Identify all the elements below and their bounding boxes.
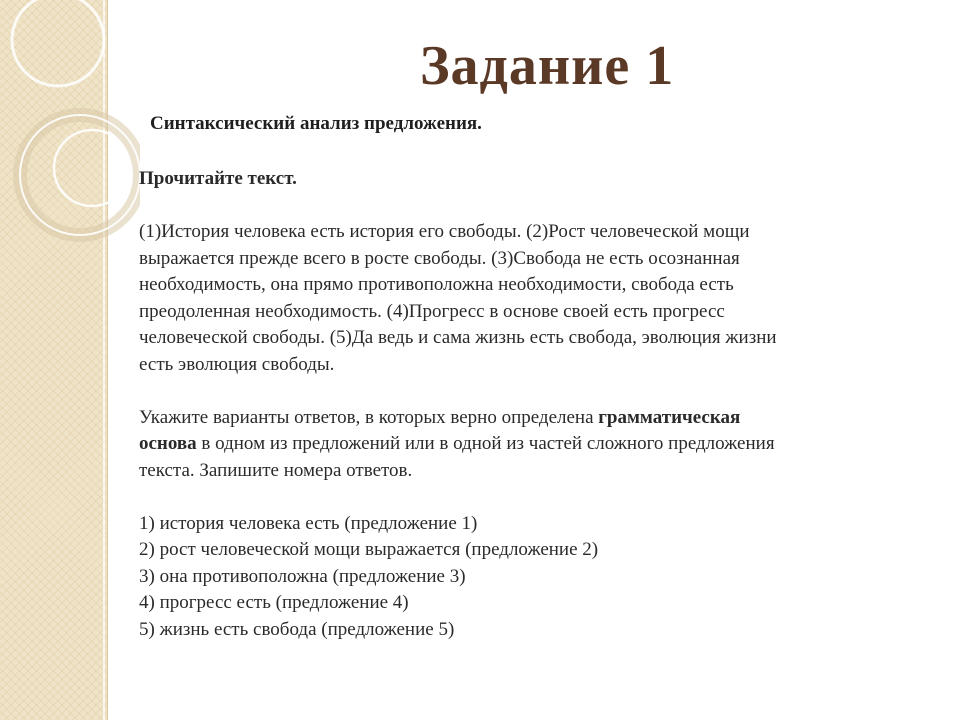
ring-inner xyxy=(54,130,130,206)
answer-option: 1) история человека есть (предложение 1) xyxy=(139,512,478,534)
instruction: Прочитайте текст. xyxy=(139,168,297,189)
text-line: (1)История человека есть история его свободы. (2)Рост человеческой мощи xyxy=(139,221,750,242)
answer-option: 3) она противоположна (предложение 3) xyxy=(139,565,466,587)
text-line: необходимость, она прямо противоположна необходимости, свобода есть xyxy=(139,274,734,295)
ring-top xyxy=(12,0,104,86)
answer-option: 5) жизнь есть свобода (предложение 5) xyxy=(139,618,455,640)
question-text: текста. Запишите номера ответов. xyxy=(139,459,413,481)
source-text xyxy=(139,219,909,378)
answer-option: 4) прогресс есть (предложение 4) xyxy=(139,592,409,613)
slide-title: Задание 1 xyxy=(420,35,675,97)
question xyxy=(139,405,909,485)
question-emphasis: грамматическая xyxy=(598,406,741,428)
text-line: выражается прежде всего в росте свободы. (3)Свобода не есть осознанная xyxy=(139,247,740,269)
slide-body xyxy=(139,166,909,643)
question-text: в одном из предложений или в одной из частей сложного предложения xyxy=(196,433,775,454)
slide-subtitle: Синтаксический анализ предложения. xyxy=(150,113,482,134)
question-text: Укажите варианты ответов, в которых верно определена xyxy=(139,406,599,428)
text-line: есть эволюция свободы. xyxy=(139,353,335,375)
answer-options xyxy=(139,511,909,644)
text-line: человеческой свободы. (5)Да ведь и сама жизнь есть свобода, эволюция жизни xyxy=(139,327,777,348)
text-line: преодоленная необходимость. (4)Прогресс в основе своей есть прогресс xyxy=(139,300,725,322)
question-emphasis: основа xyxy=(139,433,197,454)
decorative-rings-icon xyxy=(0,0,140,300)
answer-option: 2) рост человеческой мощи выражается (предложение 2) xyxy=(139,539,599,560)
